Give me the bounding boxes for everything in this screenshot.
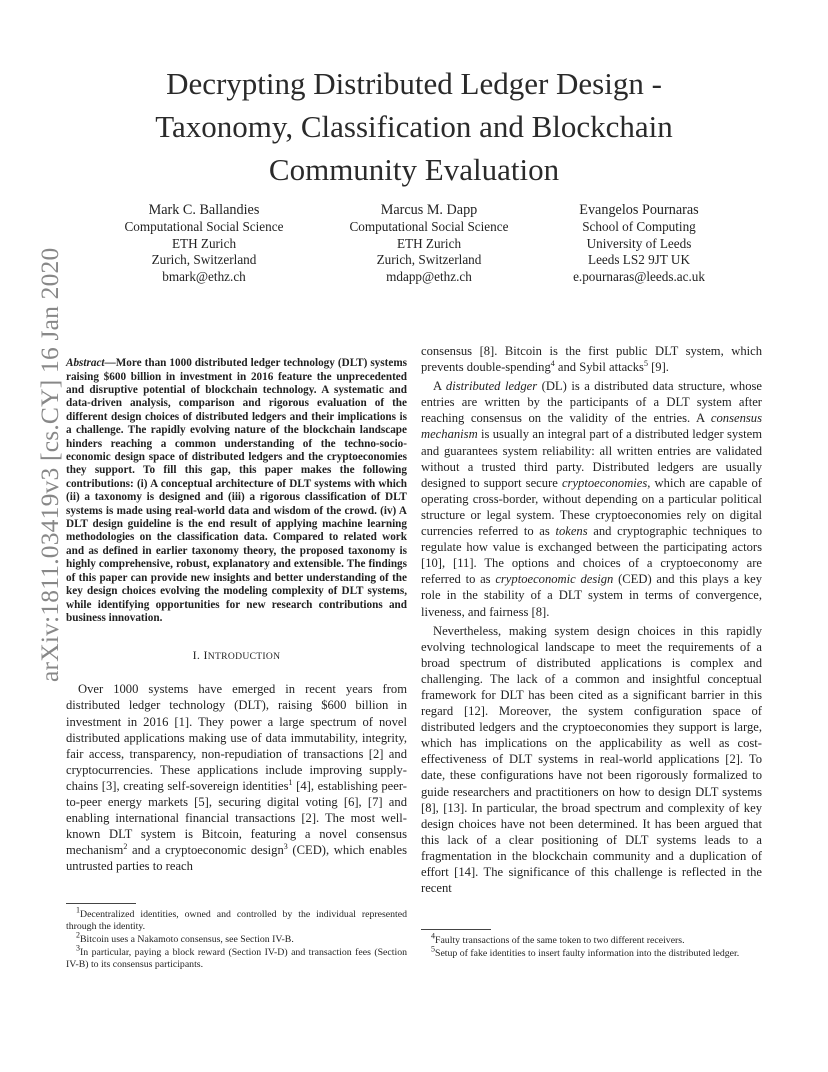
author-affiliation: ETH Zurich — [396, 235, 462, 251]
footnote: $^4$Faulty transactions of the same token to two different receivers. — [431, 931, 685, 946]
author-email: e.pournaras@leeds.ac.uk — [573, 268, 705, 284]
title-line: Community Evaluation — [268, 152, 560, 187]
author-email: mdapp@ethz.ch — [386, 268, 472, 284]
author-affiliation: Computational Social Science — [124, 219, 284, 234]
footnote-mark: 3 — [283, 842, 288, 852]
author-affiliation: ETH Zurich — [171, 235, 237, 251]
title-line: Taxonomy, Classification and Blockchain — [155, 109, 673, 144]
body-paragraph: consensus [8]. Bitcoin is the first public DLT system, which prevents double-spending$^4$ and Sybil attacks$^5$ [9]. — [421, 344, 762, 375]
author-name: Evangelos Pournaras — [579, 202, 699, 218]
paper-title — [90, 62, 738, 191]
abstract — [66, 357, 407, 625]
footnotes-right — [421, 931, 762, 961]
body-paragraph: A distributed ledger (DL) is a distributed data structure, whose entries are written by the participants of a DLT system after reaching consensus on the validity of the entries. A consensus mechanism is usually an integral part of a distributed ledger system and guarantees system reliability: all written entries are validated without a trusted third party. Distributed ledgers are usually designed to support secure cryptoeconomies, which are capable of operating cross-border, without depending on a particular political structure or legal system. These cryptoeconomies rely on digital currencies referred to as tokens and cryptographic techniques to regulate how value is exchanged between the participating actors [10], [11]. The options and choices of a cryptoeconomy are referred to as cryptoeconomic design (CED) and this plays a key role in the stability of a DLT system in terms of convergence, liveness, and fairness [8]. — [421, 379, 762, 619]
author-block — [539, 201, 739, 285]
footnote-mark: 2 — [123, 842, 128, 852]
arxiv-identifier: arXiv:1811.03419v3 [cs.CY] 16 Jan 2020 — [35, 247, 64, 682]
author-affiliation: University of Leeds — [586, 235, 692, 251]
abstract-text: —More than 1000 distributed ledger technology (DLT) systems raising $600 billion in investment in 2016 feature the unprecedented and disruptive potential of blockchain technology. A systematic and data-driven analysis, comparison and rigorous evaluation of the different design choices of distributed ledgers and their implications is a challenge. The rapidly evolving nature of the blockchain landscape hinders reaching a common understanding of the techno-socio-economic design space of distributed ledgers and the cryptoeconomies they support. To fill this gap, this paper makes the following contributions: (i) A conceptual architecture of DLT systems with which (ii) a taxonomy is designed and (iii) a rigorous classification of DLT systems is made using real-world data and wisdom of the crowd. (iv) A DLT design guideline is the end result of applying machine learning methodologies on the classification data. Compared to related work and as defined in earlier taxonomy theory, the proposed taxonomy is highly comprehensive, robust, explanatory and extensible. The findings of this paper can provide new insights and better understanding of the key design choices evolving the modeling complexity of DLT systems, while identifying opportunities for new research contributions and business innovation. — [66, 357, 407, 624]
author-email: bmark@ethz.ch — [162, 268, 246, 284]
section-heading — [66, 648, 407, 663]
author-affiliation: Computational Social Science — [349, 219, 509, 234]
right-column — [421, 343, 762, 896]
author-location: Zurich, Switzerland — [376, 252, 482, 267]
section-numeral: I. — [192, 648, 204, 663]
footnote: $^1$Decentralized identities, owned and controlled by the individual represented through the identity. — [66, 905, 407, 932]
footnote-rule — [421, 929, 491, 930]
author-block — [104, 201, 304, 285]
author-affiliation: School of Computing — [582, 219, 696, 234]
abstract-label: Abstract — [66, 357, 105, 370]
footnotes-left — [66, 905, 407, 972]
footnote-rule — [66, 903, 136, 904]
author-name: Marcus M. Dapp — [380, 202, 478, 218]
body-paragraph: Nevertheless, making system design choices in this rapidly evolving technological landscape to meet the requirements of a broad spectrum of distributed applications is complex and challenging. The lack of a common and insightful conceptual framework for DLT has been cited as a significant barrier in this regard [12]. Moreover, the system configuration space of distributed ledgers and the cryptoeconomies they support is large, which has implications on the applicability as well as cost-effectiveness of DLT systems in real-world applications [2]. To date, these configurations have not been rigorously formalized to guide researchers and practitioners on how to design DLT systems [8], [13]. In particular, the broad spectrum and complexity of key design choices have not been determined. It has been argued that this lack of a clear positioning of DLT systems leads to a fragmentation in the blockchain community and a duplication of effort [14]. The significance of this challenge is reflected in the recent — [421, 623, 762, 896]
author-location: Zurich, Switzerland — [151, 252, 257, 267]
title-line: Decrypting Distributed Ledger Design - — [166, 66, 662, 101]
author-block — [329, 201, 529, 285]
intro-paragraph: Over 1000 systems have emerged in recent years from distributed ledger technology (DLT), raising $600 billion in investment in 2016 [1]. They power a large spectrum of novel distributed applications making use of data immutability, integrity, fair access, transparency, non-repudiation of transactions [2] and cryptocurrencies. These applications include improving supply-chains [3], creating self-sovereign identities$^1$ [4], establishing peer-to-peer energy markets [5], securing digital voting [6], [7] and enabling international financial transactions [2]. The most well-known DLT system is Bitcoin, featuring a novel consensus mechanism$^2$ and a cryptoeconomic design$^3$ (CED), which enables untrusted parties to reach — [66, 682, 407, 874]
author-location: Leeds LS2 9JT UK — [588, 252, 690, 267]
section-initial: I — [203, 648, 208, 663]
footnote-mark: 5 — [643, 358, 648, 368]
left-column — [66, 346, 407, 874]
footnote-mark: 1 — [288, 777, 293, 787]
footnote: $^5$Setup of fake identities to insert faulty information into the distributed ledger. — [431, 944, 740, 959]
author-name: Mark C. Ballandies — [148, 202, 260, 218]
footnote: $^2$Bitcoin uses a Nakamoto consensus, see Section IV-B. — [76, 930, 294, 945]
arxiv-stamp — [15, 247, 64, 682]
footnote: $^3$In particular, paying a block reward (Section IV-D) and transaction fees (Section IV-B) to its consensus participants. — [66, 943, 407, 970]
section-title-rest: NTRODUCTION — [207, 651, 281, 663]
footnote-mark: 4 — [550, 358, 555, 368]
